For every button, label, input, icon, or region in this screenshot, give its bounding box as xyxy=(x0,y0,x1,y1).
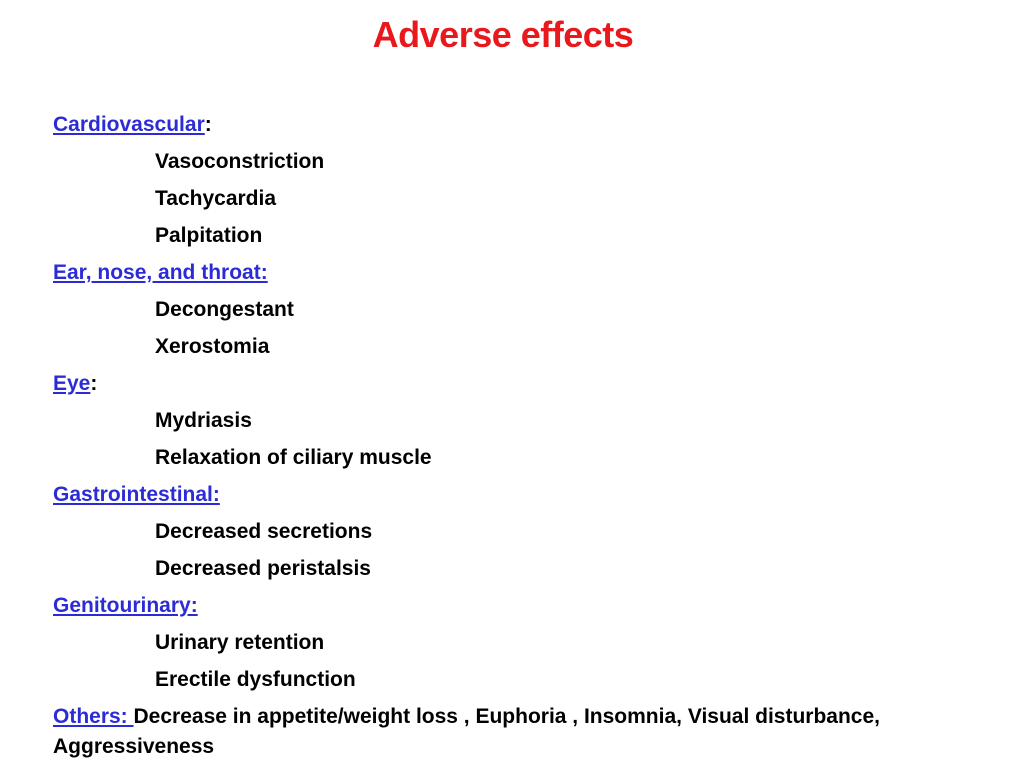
list-item: Tachycardia xyxy=(155,187,277,210)
others-text: Decrease in appetite/weight loss , Euphoria , Insomnia, Visual disturbance, Aggressiveness xyxy=(53,705,880,758)
slide-title: Adverse effects xyxy=(372,14,634,55)
category-label: Eye xyxy=(53,372,91,395)
list-item: Decongestant xyxy=(155,298,294,321)
others-label: Others: xyxy=(53,705,134,728)
list-item: Palpitation xyxy=(155,224,263,247)
list-item: Decreased peristalsis xyxy=(155,557,371,580)
list-item: Erectile dysfunction xyxy=(155,668,356,691)
list-item: Urinary retention xyxy=(155,631,325,654)
category-heading-ent xyxy=(53,254,993,291)
category-suffix: : xyxy=(90,372,98,395)
adverse-effects-list xyxy=(53,106,993,762)
list-item: Decreased secretions xyxy=(155,520,373,543)
category-suffix: : xyxy=(204,113,212,136)
category-heading-eye xyxy=(53,365,993,402)
category-heading-genitourinary xyxy=(53,587,993,624)
category-label: Ear, nose, and throat: xyxy=(53,261,268,284)
category-heading-cardiovascular xyxy=(53,106,993,143)
list-item: Vasoconstriction xyxy=(155,150,325,173)
category-heading-gastrointestinal xyxy=(53,476,993,513)
category-label: Gastrointestinal: xyxy=(53,483,220,506)
category-label: Cardiovascular xyxy=(53,113,205,136)
list-item: Relaxation of ciliary muscle xyxy=(155,446,432,469)
list-item: Mydriasis xyxy=(155,409,252,432)
category-label: Genitourinary: xyxy=(53,594,198,617)
list-item: Xerostomia xyxy=(155,335,270,358)
others-paragraph xyxy=(53,702,993,762)
